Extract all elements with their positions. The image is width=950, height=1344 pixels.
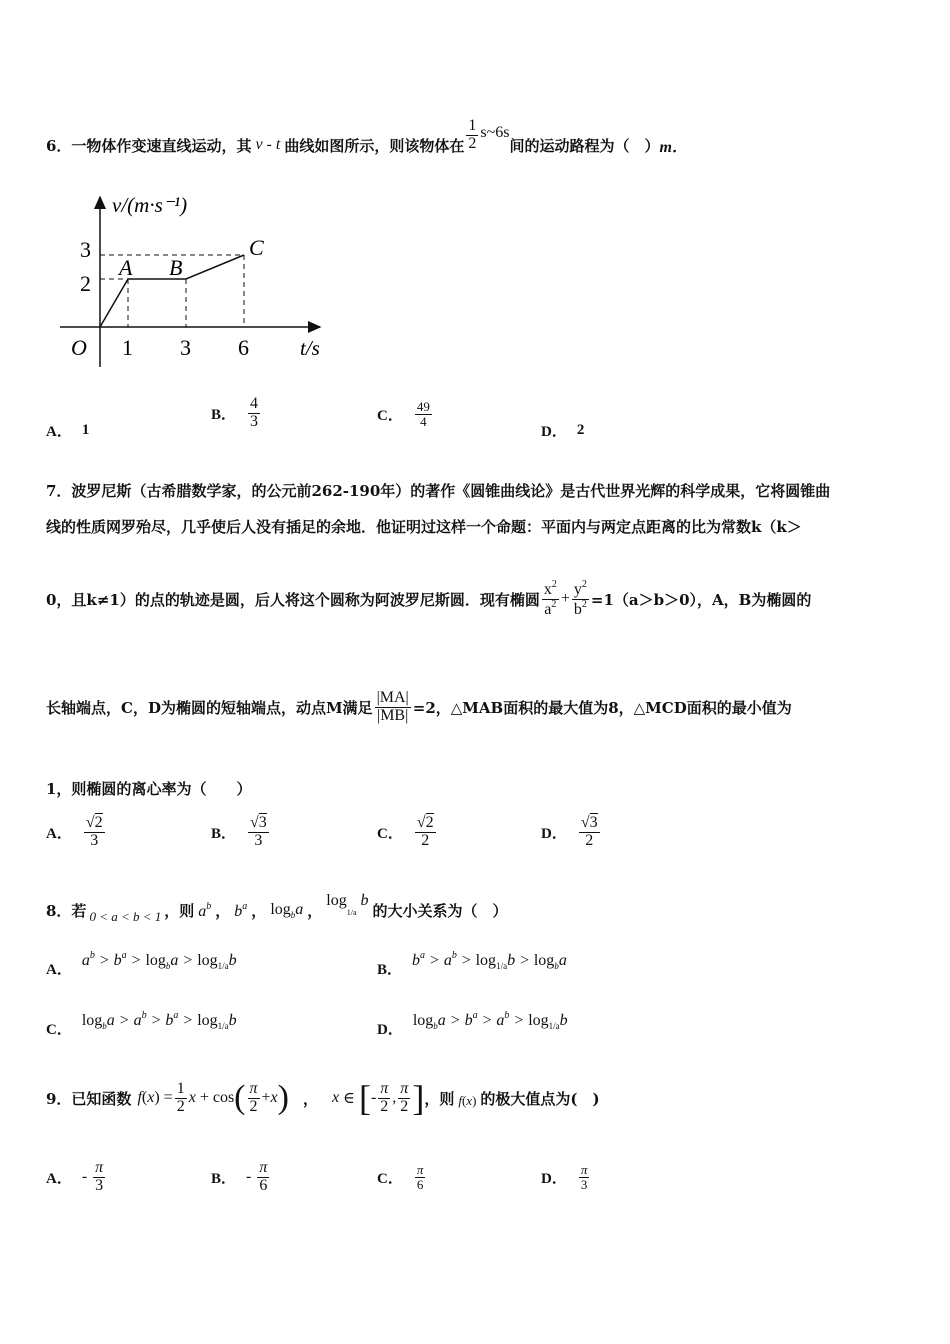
graph-xtick-3: 3 [180,335,191,360]
graph-xtick-6: 6 [238,335,249,360]
graph-ytick-3: 3 [80,237,91,262]
q7-option-b[interactable]: B． $\frac{√3}{3}$ [211,814,267,849]
q9-option-d[interactable]: D． $\frac{\pi}{3}$ [541,1162,588,1192]
q9-option-a[interactable]: A． - $\frac{\pi}{3}$ [46,1159,104,1194]
q8-stem: 8．若 0 < a < b < 1 ，则 $a^b$ ， $b^a$ ， $\log_ba$ ， $\log_{1/a} b$ 的大小关系为（ ） [46,892,508,924]
q8-option-b[interactable]: B． $b^a > a^b > \log_{1/a}b > \log_ba$ [377,950,567,978]
q9-domain: x ∈ [ - $\frac{\pi}{2}$ , $\frac{\pi}{2}$ ] [332,1078,425,1118]
q6-text-b: 曲线如图所示，则该物体在 [284,136,465,155]
q9-function: f ( x ) = $\frac{1}{2}$ x + cos ( $\frac{\pi}{2}$ + x ) [137,1079,289,1116]
q8-option-c[interactable]: C． $\log_ba > a^b > b^a > \log_{1/a}b$ [46,1010,237,1038]
graph-ylabel: v/(m·s⁻¹) [112,193,188,217]
ma-mb-ratio: $\frac{|MA|}{|MB|}$ [376,689,409,724]
q7-line1: 7．波罗尼斯（古希腊数学家，的公元前262-190年）的著作《圆锥曲线论》是古代世界光辉的科学成果，它将圆锥曲 [46,482,831,500]
q6-vt-graph [55,185,345,385]
q6-stem [46,117,688,163]
q8-condition: 0 < a < b < 1 [89,908,162,924]
graph-xtick-1: 1 [122,335,133,360]
q6-option-d[interactable]: D． 2 [541,422,585,440]
ellipse-y-term: $\frac{y^2}{b^2}$ [573,579,587,618]
q9-stem: 9．已知函数 f ( x ) = $\frac{1}{2}$ x + cos ( $\frac{\pi}{2}$ + x ) ， x ∈ [ - $\frac{\pi}{2}$ , $\frac{\pi}{2}$ ] ，则 f(x) 的极大值点为( ) [46,1078,600,1118]
ellipse-x-term: $\frac{x^2}{a^2}$ [543,579,557,618]
q6-vt: v - t [255,136,281,154]
q7-line3: 0，且k≠1）的点的轨迹是圆，后人将这个圆称为阿波罗尼斯圆．现有椭圆 $\frac{x^2}{a^2}$ + $\frac{y^2}{b^2}$ =1（a＞b＞0），A，B为椭圆的 [46,579,812,618]
graph-xlabel: t/s [300,336,320,360]
q6-fraction: $\frac{1}{2}$ [468,117,477,152]
q6-option-a[interactable]: A． 1 [46,422,90,440]
q7-option-a[interactable]: A． $\frac{√2}{3}$ [46,814,103,849]
graph-ytick-2: 2 [80,271,91,296]
q6-option-b[interactable]: B． $\frac{4}{3}$ [211,395,259,430]
point-b: B [169,255,183,280]
q7-option-c[interactable]: C． $\frac{√2}{2}$ [377,814,434,849]
q6-text-a: 6．一物体作变速直线运动，其 [46,136,252,155]
q8-option-d[interactable]: D． $\log_ba > b^a > a^b > \log_{1/a}b$ [377,1010,568,1038]
q6-text-c: 间的运动路程为（ ） [509,136,660,155]
q6-range: s~6s [480,124,510,142]
q6-unit: m． [659,138,688,156]
q7-line4: 长轴端点，C，D为椭圆的短轴端点，动点M满足 $\frac{|MA|}{|MB|}$ =2，△MAB面积的最大值为8，△MCD面积的最小值为 [46,689,792,724]
q9-option-c[interactable]: C． $\frac{\pi}{6}$ [377,1162,424,1192]
point-c: C [249,235,264,260]
q7-line2: 线的性质网罗殆尽，几乎使后人没有插足的余地．他证明过这样一个命题：平面内与两定点距离的比为常数k（k＞ [46,518,802,536]
point-a: A [119,255,133,280]
q7-option-d[interactable]: D． $\frac{√3}{2}$ [541,814,598,849]
q6-option-c[interactable]: C． $\frac{49}{4}$ [377,399,430,429]
q9-option-b[interactable]: B． - $\frac{\pi}{6}$ [211,1159,268,1194]
q7-line5: 1，则椭圆的离心率为（ ） [46,780,252,798]
graph-origin: O [71,335,87,360]
q8-option-a[interactable]: A． $a^b > b^a > \log_ba > \log_{1/a}b$ [46,950,237,978]
